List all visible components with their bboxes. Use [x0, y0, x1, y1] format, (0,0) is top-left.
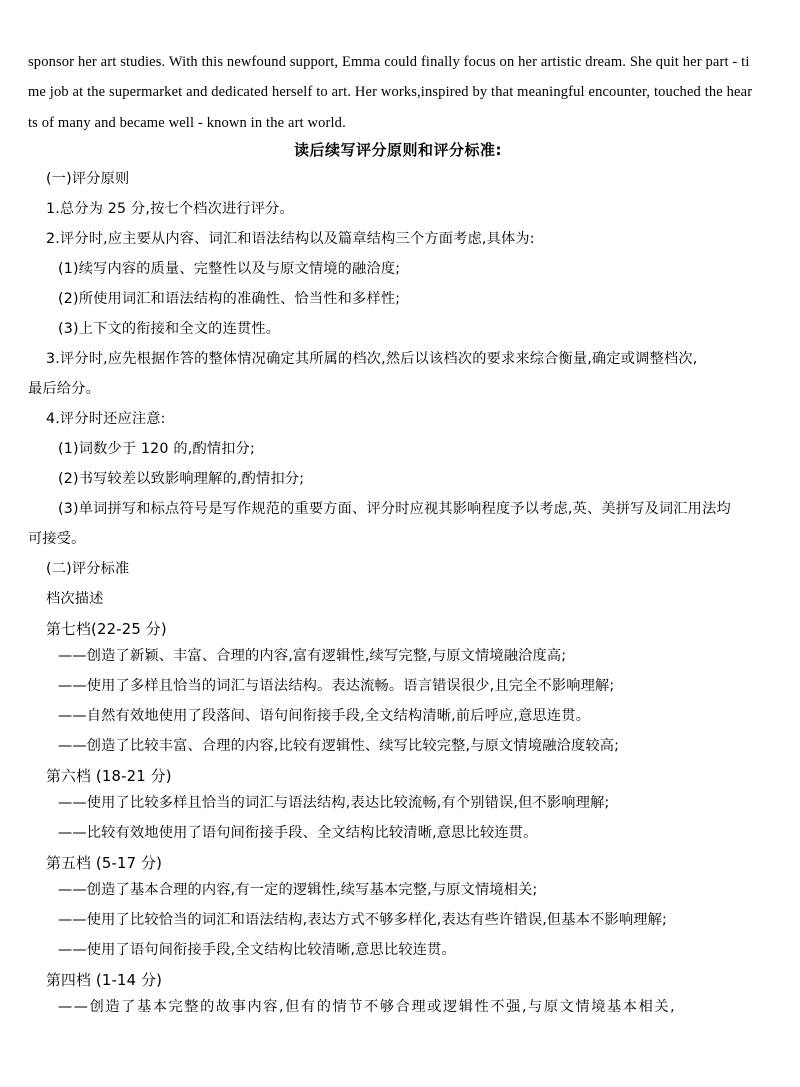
- level-descriptor: ——使用了语句间衔接手段,全文结构比较清晰,意思比较连贯。: [58, 941, 456, 958]
- page-title: 读后续写评分原则和评分标准:: [294, 140, 502, 159]
- principle-item: (2)书写较差以致影响理解的,酌情扣分;: [58, 470, 305, 487]
- principle-item: (1)续写内容的质量、完整性以及与原文情境的融洽度;: [58, 260, 401, 277]
- level-heading-6: 第六档 (18-21 分): [46, 767, 172, 785]
- level-descriptor: ——创造了基本合理的内容,有一定的逻辑性,续写基本完整,与原文情境相关;: [58, 881, 538, 898]
- passage-line-3: ts of many and became well - known in the art world.: [28, 114, 346, 131]
- principle-item: 1.总分为 25 分,按七个档次进行评分。: [46, 200, 294, 217]
- principle-item-wrap: 最后给分。: [28, 380, 100, 397]
- level-descriptor: ——自然有效地使用了段落间、语句间衔接手段,全文结构清晰,前后呼应,意思连贯。: [58, 707, 591, 724]
- criteria-subheading: 档次描述: [46, 590, 104, 607]
- level-descriptor: ——使用了比较多样且恰当的词汇与语法结构,表达比较流畅,有个别错误,但不影响理解;: [58, 794, 610, 811]
- level-descriptor: ——创造了新颖、丰富、合理的内容,富有逻辑性,续写完整,与原文情境融洽度高;: [58, 647, 567, 664]
- principle-item: (3)上下文的衔接和全文的连贯性。: [58, 320, 281, 337]
- principle-item: (1)词数少于 120 的,酌情扣分;: [58, 440, 255, 457]
- level-descriptor: ——使用了比较恰当的词汇和语法结构,表达方式不够多样化,表达有些许错误,但基本不影响理解;: [58, 911, 667, 928]
- level-descriptor: ——使用了多样且恰当的词汇与语法结构。表达流畅。语言错误很少,且完全不影响理解;: [58, 677, 615, 694]
- principle-item-wrap: 可接受。: [28, 530, 86, 547]
- passage-line-1: sponsor her art studies. With this newfound support, Emma could finally focus on her artistic dream. She quit her part - ti: [28, 54, 750, 70]
- level-descriptor: ——比较有效地使用了语句间衔接手段、全文结构比较清晰,意思比较连贯。: [58, 824, 538, 841]
- principle-item: (2)所使用词汇和语法结构的准确性、恰当性和多样性;: [58, 290, 401, 307]
- level-heading-7: 第七档(22-25 分): [46, 620, 167, 638]
- level-descriptor: ——创造了基本完整的故事内容,但有的情节不够合理或逻辑性不强,与原文情境基本相关,: [58, 998, 677, 1015]
- principle-item: (3)单词拼写和标点符号是写作规范的重要方面、评分时应视其影响程度予以考虑,英、美拼写及词汇用法均: [58, 500, 731, 517]
- level-descriptor: ——创造了比较丰富、合理的内容,比较有逻辑性、续写比较完整,与原文情境融洽度较高;: [58, 737, 620, 754]
- section-heading-principles: (一)评分原则: [46, 170, 130, 187]
- level-heading-5: 第五档 (5-17 分): [46, 854, 163, 872]
- principle-item: 4.评分时还应注意:: [46, 410, 166, 427]
- principle-item: 2.评分时,应主要从内容、词汇和语法结构以及篇章结构三个方面考虑,具体为:: [46, 230, 535, 247]
- level-heading-4: 第四档 (1-14 分): [46, 971, 163, 989]
- principle-item: 3.评分时,应先根据作答的整体情况确定其所属的档次,然后以该档次的要求来综合衡量,确定或调整档次,: [46, 350, 698, 367]
- section-heading-criteria: (二)评分标准: [46, 560, 130, 577]
- passage-line-2: me job at the supermarket and dedicated herself to art. Her works,inspired by that meaningful encounter, touched the hear: [28, 84, 753, 101]
